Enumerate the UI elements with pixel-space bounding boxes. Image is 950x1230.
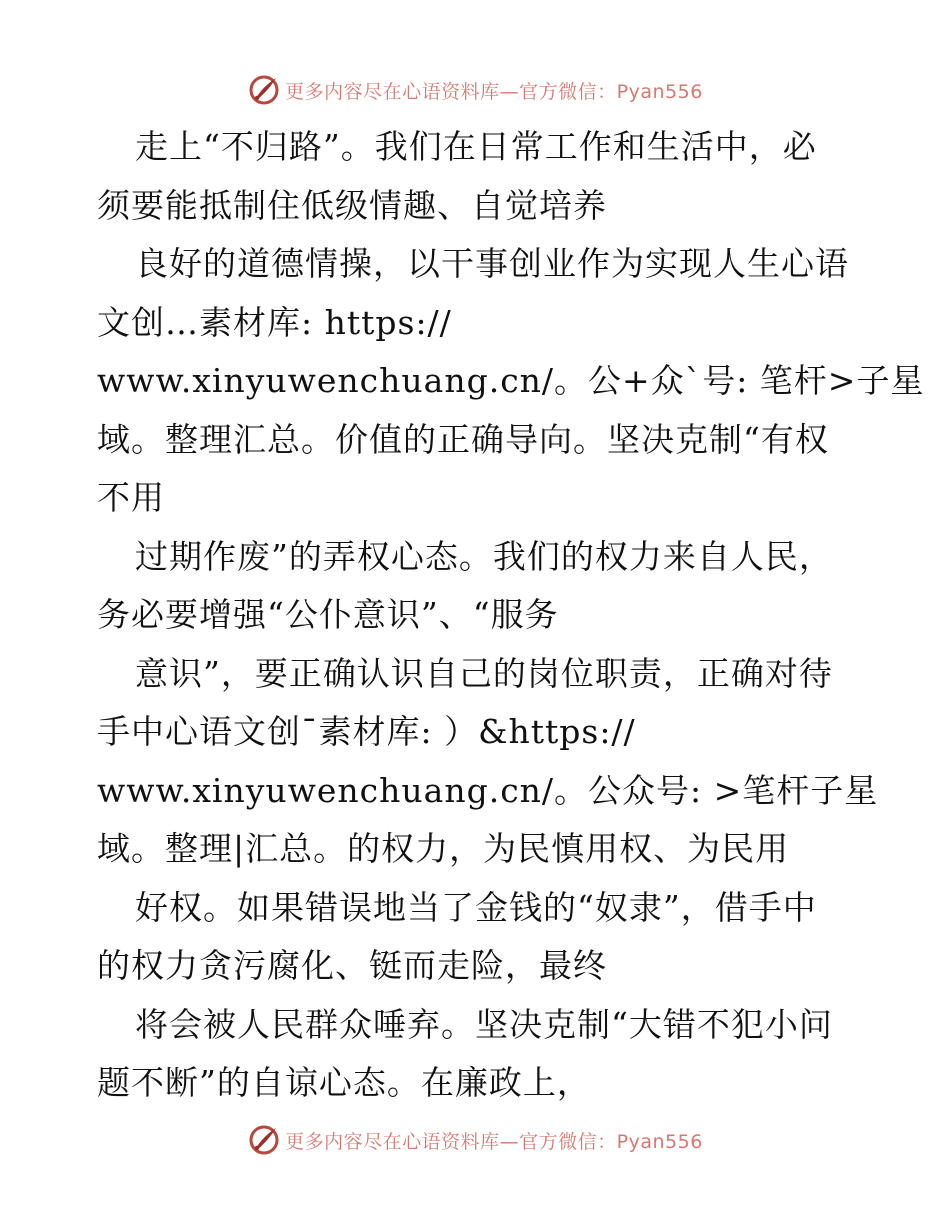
footer-watermark [0,1122,950,1158]
text-line: www.xinyuwenchuang.cn/。公+众`号: 笔杆>子星 [97,361,925,400]
quill-pen-icon [247,73,281,107]
text-line: 好权。如果错误地当了金钱的“奴隶”，借手中 [135,887,817,927]
text-line: 过期作废”的弄权心态。我们的权力来自人民， [135,536,833,576]
text-line: 务必要增强“公仆意识”、“服务 [97,595,559,634]
text-line: www.xinyuwenchuang.cn/。公众号: >笔杆子星 [97,770,879,810]
footer-watermark-text: 更多内容尽在心语资料库—官方微信：Pyan556 [285,1130,703,1153]
text-line: 良好的道德情操，以干事创业作为实现人生心语 [135,244,849,283]
header-watermark-text: 更多内容尽在心语资料库—官方微信：Pyan556 [285,80,703,103]
text-line: 域。整理汇总。价值的正确导向。坚决克制“有权 [97,419,829,459]
text-line: 将会被人民群众唾弃。坚决克制“大错不犯小问 [135,1004,833,1044]
text-line: 文创…素材库: https:// [97,302,452,342]
text-line: 域。整理|汇总。的权力，为民慎用权、为民用 [97,829,790,868]
text-line: 题不断”的自谅心态。在廉政上， [97,1063,591,1102]
text-line: 须要能抵制住低级情趣、自觉培养 [97,185,607,225]
header-watermark [0,72,950,108]
text-line: 的权力贪污腐化、铤而走险，最终 [97,946,607,985]
quill-pen-icon [247,1123,281,1157]
text-line: 不用 [97,478,165,517]
text-line: 意识”，要正确认识自己的岗位职责，正确对待 [135,653,833,693]
text-line: 走上“不归路”。我们在日常工作和生活中，必 [135,127,817,166]
text-line: 手中心语文创¯素材库: ）&https:// [97,712,636,751]
document-body [97,118,925,1113]
